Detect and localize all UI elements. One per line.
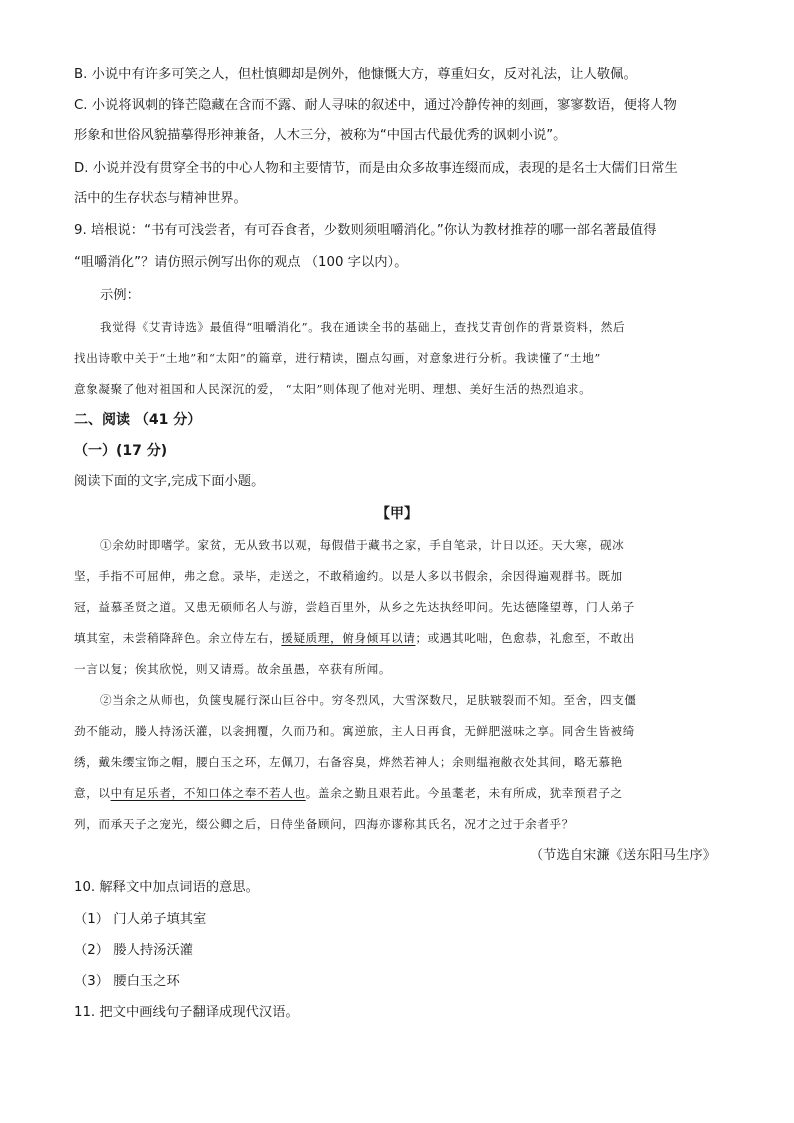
question-10-title: 10. 解释文中加点词语的意思。	[74, 880, 259, 895]
passage-p1-line2: 坚，手指不可屈伸，弗之怠。录毕，走送之，不敢稍逾约。以是人多以书假余，余因得遍观群书。既加	[74, 569, 623, 583]
subsection-title: （一）(17 分)	[74, 443, 168, 459]
section-title: 二、阅读 （41 分）	[74, 412, 202, 428]
passage-text: 。盖余之勤且艰若此。今虽耄老，未有所成，犹幸预君子之	[305, 786, 623, 800]
passage-source: （节选自宋濂《送东阳马生序》	[529, 848, 716, 863]
passage-text: 填其室，未尝稍降辞色。余立侍左右，	[74, 631, 282, 645]
passage-p2-line4	[74, 784, 708, 802]
passage-p1-line3: 冠，益慕圣贤之道。又患无硕师名人与游，尝趋百里外，从乡之先达执经叩问。先达德隆望尊，门人弟子	[74, 600, 635, 614]
question-11-title: 11. 把文中画线句子翻译成现代汉语。	[74, 1005, 299, 1020]
passage-p2-line3: 绣，戴朱缨宝饰之帽，腰白玉之环，左佩刀，右备容臭，烨然若神人；余则缊袍敝衣处其间，略无慕艳	[74, 755, 623, 769]
underlined-sentence: 中有足乐者，不知口体之奉不若人也	[110, 786, 306, 800]
passage-p2-line2: 劲不能动，媵人持汤沃灌，以衾拥覆，久而乃和。寓逆旅，主人日再食，无鲜肥滋味之享。同舍生皆被绮	[74, 724, 635, 738]
reading-instruction: 阅读下面的文字,完成下面小题。	[74, 474, 265, 489]
passage-label: 【甲】	[376, 506, 418, 522]
passage-p1-line5: 一言以复；俟其欣悦，则又请焉。故余虽愚，卒获有所闻。	[74, 662, 392, 676]
passage-p2-line1: ②当余之从师也，负箧曳屣行深山巨谷中。穷冬烈风，大雪深数尺，足肤皲裂而不知。至舍，四支僵	[100, 693, 637, 707]
example-text-line3: 意象凝聚了他对祖国和人民深沉的爱， “太阳”则体现了他对光明、理想、美好生活的热烈追求。	[74, 382, 592, 396]
option-d-line2: 活中的生存状态与精神世界。	[74, 191, 247, 206]
example-label: 示例：	[100, 288, 140, 303]
passage-text: 意，以	[74, 786, 111, 800]
example-text-line1: 我觉得《艾青诗选》最值得“咀嚼消化”。我在通读全书的基础上，查找艾青创作的背景资料，然后	[100, 320, 626, 334]
underlined-sentence: 援疑质理，俯身倾耳以请	[281, 631, 416, 645]
question-10-item-1: （1） 门人弟子填其室	[74, 912, 207, 927]
option-c-line1: C. 小说将讽刺的锋芒隐藏在含而不露、耐人寻味的叙述中，通过冷静传神的刻画，寥寥数语，便将人物	[74, 98, 677, 113]
passage-p1-line4	[74, 629, 708, 647]
passage-text: ；或遇其叱咄，色愈恭，礼愈至，不敢出	[415, 631, 635, 645]
question-10-item-2: （2） 媵人持汤沃灌	[74, 943, 194, 958]
question-9-line1: 9. 培根说：“书有可浅尝者，有可吞食者，少数则须咀嚼消化。”你认为教材推荐的哪一部名著最值得	[74, 223, 657, 238]
question-9-line2: “咀嚼消化”？请仿照示例写出你的观点 （100 字以内）。	[74, 255, 408, 270]
passage-p1-line1: ①余幼时即嗜学。家贫，无从致书以观，每假借于藏书之家，手自笔录，计日以还。天大寒，砚冰	[100, 538, 625, 552]
passage-p2-line5: 列，而承天子之宠光，缀公卿之后，日侍坐备顾问，四海亦谬称其氏名，况才之过于余者乎？	[74, 817, 574, 831]
example-text-line2: 找出诗歌中关于“土地”和“太阳”的篇章，进行精读，圈点勾画，对意象进行分析。我读懂了“土地”	[74, 351, 601, 365]
option-c-line2: 形象和世俗风貌描摹得形神兼备，人木三分，被称为“中国古代最优秀的讽刺小说”。	[74, 128, 567, 143]
question-10-item-3: （3） 腰白玉之环	[74, 974, 180, 989]
option-d-line1: D. 小说并没有贯穿全书的中心人物和主要情节，而是由众多故事连缀而成，表现的是名士大儒们日常生	[74, 161, 678, 176]
option-b: B. 小说中有许多可笑之人，但杜慎卿却是例外，他慷慨大方，尊重妇女，反对礼法，让人敬佩。	[74, 67, 637, 82]
